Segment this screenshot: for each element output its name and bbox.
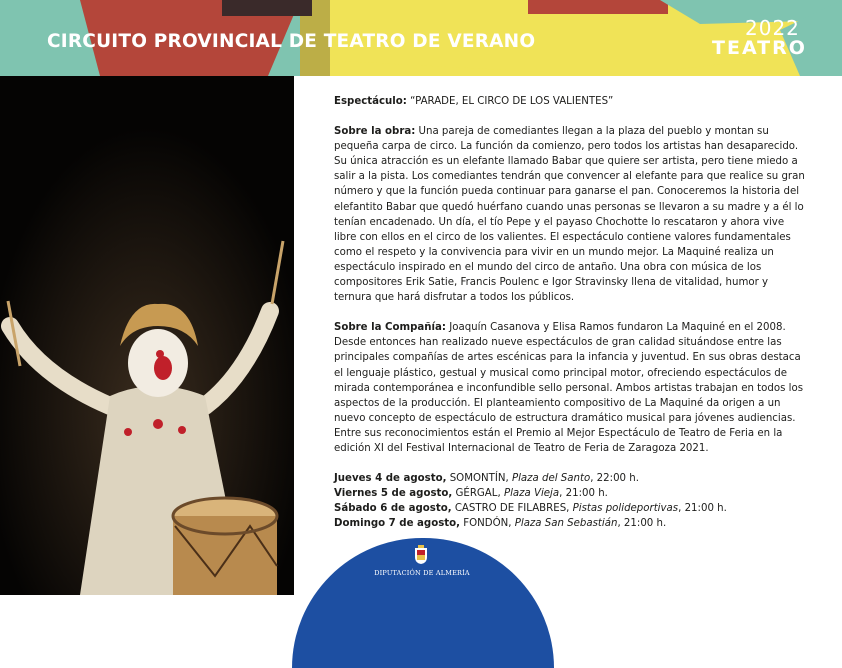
compania-label: Sobre la Compañía:: [334, 322, 446, 334]
espectaculo-value: “PARADE, EL CIRCO DE LOS VALIENTES”: [406, 96, 614, 107]
logo-year: 2022: [745, 16, 800, 40]
schedule-list: [334, 471, 806, 531]
schedule-place: Pistas polideportivas: [572, 503, 679, 515]
schedule-place: Plaza Vieja: [503, 488, 560, 500]
schedule-place: Plaza San Sebastián: [514, 518, 618, 530]
schedule-date: Jueves 4 de agosto,: [334, 473, 447, 485]
schedule-time: , 21:00 h.: [617, 518, 667, 530]
institution-name: DIPUTACIÓN DE ALMERÍA: [374, 569, 470, 577]
schedule-date: Sábado 6 de agosto,: [334, 503, 452, 515]
espectaculo-paragraph: [334, 94, 806, 109]
compania-awards: Entre sus reconocimientos están el Premio al Mejor Espectáculo de Teatro de Feria en la edición XI del Festival Internacional de Teatro de Feria de Zaragoza 2021.: [334, 427, 783, 454]
circuit-title: CIRCUITO PROVINCIAL DE TEATRO DE VERANO: [47, 31, 536, 52]
schedule-town: CASTRO DE FILABRES,: [451, 503, 573, 515]
show-description: [334, 94, 806, 531]
schedule-date: Viernes 5 de agosto,: [334, 488, 453, 500]
obra-label: Sobre la obra:: [334, 126, 416, 138]
espectaculo-label: Espectáculo:: [334, 96, 407, 107]
schedule-town: GÉRGAL,: [452, 488, 504, 500]
schedule-time: , 21:00 h.: [559, 488, 608, 500]
compania-paragraph: [334, 320, 806, 426]
obra-text: Una pareja de comediantes llegan a la plaza del pueblo y montan su pequeña carpa de circo. La función da comienzo, pero todos los artistas han desaparecido. Su única atracción es un elefante llamado Babar que quiere ser artista, pero tiene miedo a salir a la pista. Los comediantes tendrán que convencer al elefante para que realice su gran número y que la función pueda continuar para ganarse el pan. Conoceremos la historia del elefantito Babar que quedó huérfano cuando unas personas se llevaron a su madre y a él lo tenían encadenado. Un día, el tío Pepe y el payaso Chochotte lo rescataron y ahora vive libre con ellos en el circo de los valientes. El espectáculo contiene valores fundamentales como el respeto y la convivencia para vivir en un mundo mejor. La Maquiné realiza un espectáculo inspirado en el mundo del circo de antaño. Una obra con música de los compositores Erik Satie, Francis Poulenc e Igor Stravinsky llena de vitalidad, humor y ternura que hará disfrutar a todos los públicos.: [334, 126, 805, 304]
schedule-town: FONDÓN,: [460, 518, 515, 530]
schedule-item: [334, 501, 806, 516]
coat-of-arms-icon: [414, 545, 428, 565]
schedule-time: , 21:00 h.: [678, 503, 727, 515]
schedule-item: [334, 516, 806, 531]
logo-word: TEATRO: [712, 37, 807, 59]
schedule-place: Plaza del Santo: [511, 473, 591, 485]
schedule-date: Domingo 7 de agosto,: [334, 518, 461, 530]
compania-text: Joaquín Casanova y Elisa Ramos fundaron La Maquiné en el 2008. Desde entonces han realizado nueve espectáculos de gran calidad situándose entre las principales compañías de artes escénicas para la infancia y juventud. En sus obras destaca el lenguaje plástico, gestual y musical como principal motor, ofreciendo espectáculos de mirada contemporánea e inconfundible sello personal. Ambos artistas trabajan en todos los aspectos de la producción. El planteamiento compositivo de La Maquiné da origen a un nuevo concepto de espectáculo de estructura dramático musical para jóvenes audiencias.: [334, 322, 804, 424]
schedule-item: [334, 471, 806, 486]
show-title-block: [0, 76, 294, 276]
schedule-town: SOMONTÍN,: [446, 473, 512, 485]
header-banner: [0, 0, 842, 76]
schedule-item: [334, 486, 806, 501]
obra-paragraph: [334, 124, 806, 305]
schedule-time: , 22:00 h.: [590, 473, 639, 485]
